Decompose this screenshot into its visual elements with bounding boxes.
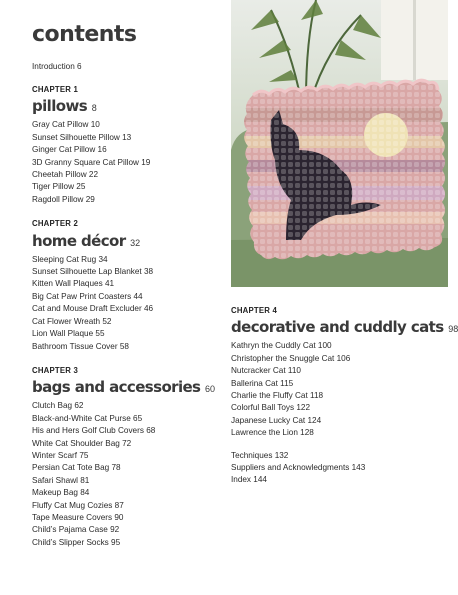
chapter-page-number: 32 — [130, 237, 141, 248]
toc-entry[interactable]: Persian Cat Tote Bag 78 — [32, 463, 121, 473]
toc-entry[interactable]: Big Cat Paw Print Coasters 44 — [32, 291, 143, 301]
pillow-photo-illustration — [231, 0, 448, 287]
chapter-page-number: 8 — [91, 103, 97, 114]
toc-entry[interactable]: Nutcracker Cat 110 — [231, 366, 301, 376]
toc-entry[interactable]: Cheetah Pillow 22 — [32, 170, 98, 180]
pillow-photo — [231, 0, 448, 287]
chapter-label: CHAPTER 3 — [32, 365, 78, 375]
toc-entry[interactable]: Kitten Wall Plaques 41 — [32, 279, 115, 289]
chapter-page-number: 98 — [448, 324, 458, 335]
chapter-title-home-decor[interactable] — [32, 231, 222, 253]
toc-entry[interactable]: Kathryn the Cuddly Cat 100 — [231, 341, 332, 351]
toc-entry-index[interactable]: Index 144 — [231, 475, 267, 485]
toc-left-column — [32, 84, 222, 549]
toc-entry[interactable]: Ballerina Cat 115 — [231, 378, 294, 388]
toc-entry[interactable]: Japanese Lucky Cat 124 — [231, 415, 322, 425]
chapter-label: CHAPTER 4 — [231, 306, 277, 315]
toc-entry[interactable]: Christopher the Snuggle Cat 106 — [231, 353, 351, 363]
toc-entry[interactable]: Winter Scarf 75 — [32, 450, 89, 460]
chapter-title-text: bags and accessories — [32, 378, 201, 397]
chapter-title-text: pillows — [32, 97, 88, 116]
chapter-page-number: 60 — [205, 384, 216, 395]
chapter-title-text: home décor — [32, 231, 126, 250]
toc-entry[interactable]: Lawrence the Lion 128 — [231, 428, 314, 438]
toc-entry-techniques[interactable]: Techniques 132 — [231, 450, 289, 460]
toc-entry[interactable]: Sleeping Cat Rug 34 — [32, 254, 108, 264]
chapter-label: CHAPTER 2 — [32, 219, 78, 229]
toc-entry[interactable]: Lion Wall Plaque 55 — [32, 329, 105, 339]
toc-entry[interactable]: Cat Flower Wreath 52 — [32, 316, 112, 326]
toc-right-column — [231, 305, 458, 487]
toc-entry[interactable]: Makeup Bag 84 — [32, 488, 90, 498]
chapter-label: CHAPTER 1 — [32, 85, 78, 94]
toc-entry-suppliers[interactable]: Suppliers and Acknowledgments 143 — [231, 463, 366, 473]
toc-entry[interactable]: Bathroom Tissue Cover 58 — [32, 341, 129, 351]
toc-entry[interactable]: His and Hers Golf Club Covers 68 — [32, 426, 156, 436]
toc-entry[interactable]: Cat and Mouse Draft Excluder 46 — [32, 304, 154, 314]
chapter-title-text: decorative and cuddly cats — [231, 318, 444, 337]
toc-entry[interactable]: Clutch Bag 62 — [32, 401, 84, 411]
toc-entry[interactable]: Tiger Pillow 25 — [32, 182, 86, 192]
toc-entry[interactable]: Sunset Silhouette Pillow 13 — [32, 132, 132, 142]
chapter-title-pillows[interactable] — [32, 96, 222, 118]
toc-entry[interactable]: Child’s Pajama Case 92 — [32, 525, 120, 535]
page-title: contents — [32, 22, 137, 47]
toc-entry[interactable]: White Cat Shoulder Bag 72 — [32, 438, 132, 448]
toc-entry[interactable]: Tape Measure Covers 90 — [32, 512, 124, 522]
toc-entry[interactable]: Charlie the Fluffy Cat 118 — [231, 391, 324, 401]
toc-entry[interactable]: Gray Cat Pillow 10 — [32, 120, 100, 130]
toc-introduction[interactable]: Introduction 6 — [32, 62, 82, 71]
toc-entry[interactable]: Black-and-White Cat Purse 65 — [32, 413, 143, 423]
toc-entry[interactable]: 3D Granny Square Cat Pillow 19 — [32, 157, 151, 167]
toc-entry[interactable]: Child’s Slipper Socks 95 — [32, 537, 121, 547]
chapter-title-bags[interactable] — [32, 377, 222, 399]
toc-entry[interactable]: Ginger Cat Pillow 16 — [32, 145, 107, 155]
toc-entry[interactable]: Sunset Silhouette Lap Blanket 38 — [32, 267, 154, 277]
toc-entry[interactable]: Safari Shawl 81 — [32, 475, 90, 485]
chapter-title-cats[interactable] — [231, 317, 458, 339]
toc-entry[interactable]: Colorful Ball Toys 122 — [231, 403, 311, 413]
toc-entry[interactable]: Fluffy Cat Mug Cozies 87 — [32, 500, 124, 510]
toc-entry[interactable]: Ragdoll Pillow 29 — [32, 194, 95, 204]
